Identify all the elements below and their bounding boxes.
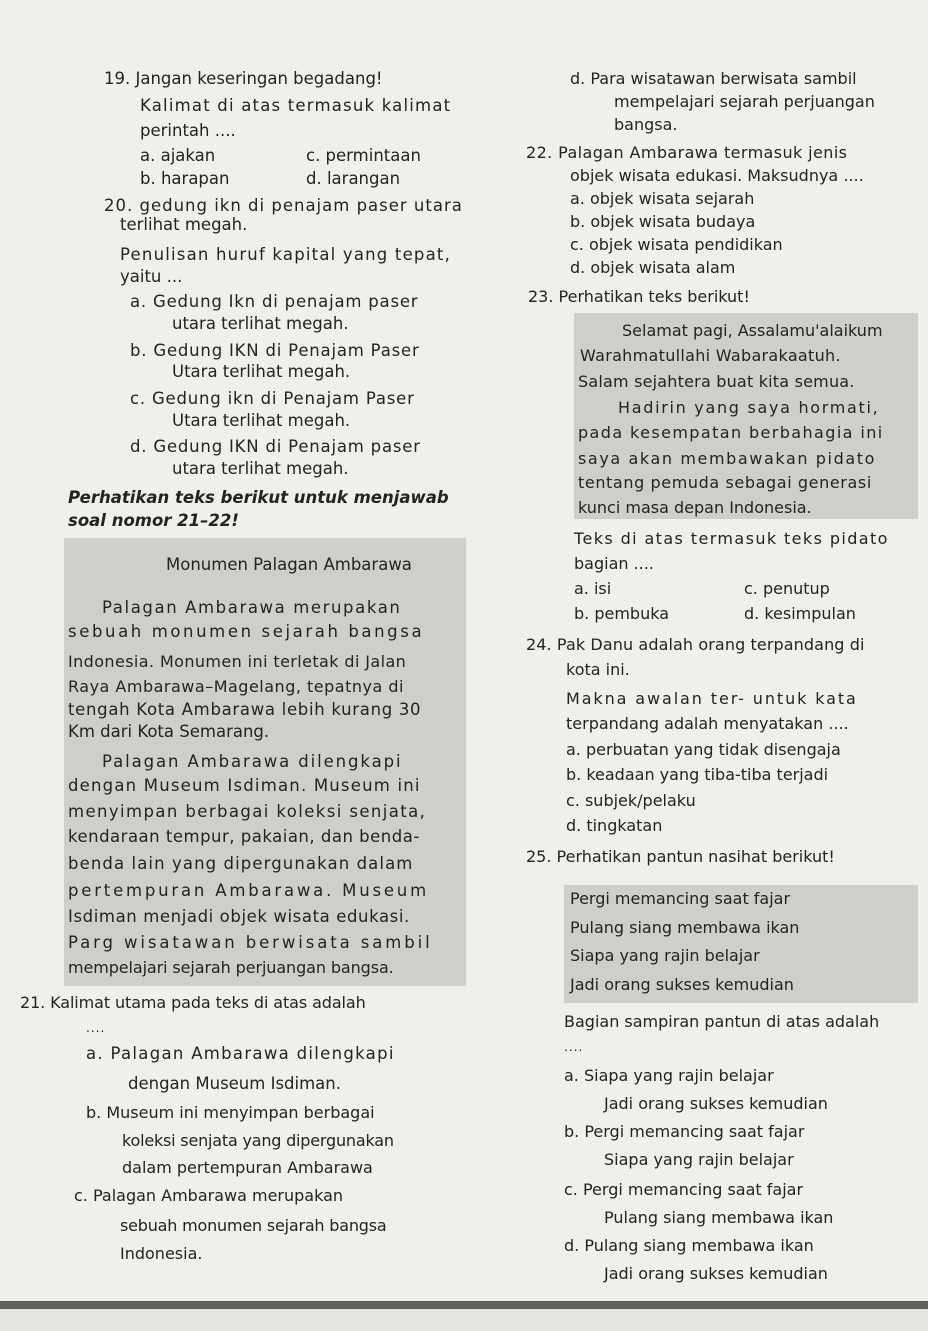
- q23-question: bagian ....: [574, 554, 654, 573]
- q25-option-a[interactable]: a. Siapa yang rajin belajar: [564, 1066, 774, 1085]
- q21-stem: 21. Kalimat utama pada teks di atas adalah: [20, 993, 366, 1012]
- passage-line: Parg wisatawan berwisata sambil: [68, 933, 433, 952]
- q21-option-c-cont: Indonesia.: [120, 1244, 203, 1263]
- q25-option-b-cont: Siapa yang rajin belajar: [604, 1150, 794, 1169]
- q22-stem: 22. Palagan Ambarawa termasuk jenis: [526, 143, 848, 162]
- q24-option-b[interactable]: b. keadaan yang tiba-tiba terjadi: [566, 765, 829, 784]
- q21-option-b-cont: koleksi senjata yang dipergunakan: [122, 1131, 394, 1150]
- pantun-line: Pergi memancing saat fajar: [570, 889, 791, 908]
- speech-line: Hadirin yang saya hormati,: [618, 398, 880, 417]
- q19-stem: Kalimat di atas termasuk kalimat: [140, 96, 452, 115]
- speech-line: Warahmatullahi Wabarakaatuh.: [580, 346, 841, 365]
- passage-line: Isdiman menjadi objek wisata edukasi.: [68, 907, 410, 926]
- q21-option-d[interactable]: d. Para wisatawan berwisata sambil: [570, 69, 857, 88]
- q21-option-a[interactable]: a. Palagan Ambarawa dilengkapi: [86, 1044, 395, 1063]
- q25-option-a-cont: Jadi orang sukses kemudian: [604, 1094, 828, 1113]
- q21-option-c-cont: sebuah monumen sejarah bangsa: [120, 1216, 387, 1235]
- q24-stem: 24. Pak Danu adalah orang terpandang di: [526, 635, 865, 654]
- q20-stem: 20. gedung ikn di penajam paser utara: [104, 196, 463, 215]
- passage-line: Palagan Ambarawa dilengkapi: [102, 752, 403, 771]
- q23-question: Teks di atas termasuk teks pidato: [574, 529, 889, 548]
- q23-option-d[interactable]: d. kesimpulan: [744, 604, 856, 623]
- q21-option-c[interactable]: c. Palagan Ambarawa merupakan: [74, 1186, 344, 1205]
- passage-line: sebuah monumen sejarah bangsa: [68, 622, 425, 641]
- passage-line: menyimpan berbagai koleksi senjata,: [68, 802, 427, 821]
- speech-line: tentang pemuda sebagai generasi: [578, 473, 872, 492]
- q22-option-a[interactable]: a. objek wisata sejarah: [570, 189, 755, 208]
- q20-option-c-cont: Utara terlihat megah.: [172, 411, 351, 430]
- q25-option-c[interactable]: c. Pergi memancing saat fajar: [564, 1180, 804, 1199]
- q23-stem: 23. Perhatikan teks berikut!: [528, 287, 750, 306]
- passage-title: Monumen Palagan Ambarawa: [166, 555, 412, 574]
- q20-option-a-cont: utara terlihat megah.: [172, 314, 349, 333]
- q19-option-c[interactable]: c. permintaan: [306, 146, 421, 165]
- instruction: soal nomor 21–22!: [68, 511, 239, 530]
- q20-stem: yaitu ...: [120, 267, 183, 286]
- q22-option-d[interactable]: d. objek wisata alam: [570, 258, 736, 277]
- q23-option-b[interactable]: b. pembuka: [574, 604, 669, 623]
- q24-option-d[interactable]: d. tingkatan: [566, 816, 663, 835]
- passage-line: mempelajari sejarah perjuangan bangsa.: [68, 958, 394, 977]
- q25-question: ....: [564, 1040, 584, 1054]
- page-bottom-rule: [0, 1301, 928, 1309]
- q20-option-b[interactable]: b. Gedung IKN di Penajam Paser: [130, 341, 420, 360]
- q22-option-b[interactable]: b. objek wisata budaya: [570, 212, 756, 231]
- q21-option-b[interactable]: b. Museum ini menyimpan berbagai: [86, 1103, 375, 1122]
- page-bottom-margin: [0, 1309, 928, 1331]
- q25-option-d-cont: Jadi orang sukses kemudian: [604, 1264, 828, 1283]
- passage-line: Indonesia. Monumen ini terletak di Jalan: [68, 652, 407, 671]
- passage-line: Palagan Ambarawa merupakan: [102, 598, 402, 617]
- pantun-line: Jadi orang sukses kemudian: [570, 975, 794, 994]
- q19-option-d[interactable]: d. larangan: [306, 169, 401, 188]
- q25-option-d[interactable]: d. Pulang siang membawa ikan: [564, 1236, 814, 1255]
- passage-line: pertempuran Ambarawa. Museum: [68, 881, 429, 900]
- passage-line: benda lain yang dipergunakan dalam: [68, 854, 414, 873]
- right-column: [490, 0, 928, 1331]
- speech-line: saya akan membawakan pidato: [578, 449, 877, 468]
- q24-stem: terpandang adalah menyatakan ....: [566, 714, 849, 733]
- q20-option-d-cont: utara terlihat megah.: [172, 459, 349, 478]
- passage-line: dengan Museum Isdiman. Museum ini: [68, 776, 421, 795]
- q25-option-b[interactable]: b. Pergi memancing saat fajar: [564, 1122, 805, 1141]
- q19-option-a[interactable]: a. ajakan: [140, 146, 216, 165]
- q20-option-b-cont: Utara terlihat megah.: [172, 362, 351, 381]
- speech-line: Salam sejahtera buat kita semua.: [578, 372, 855, 391]
- passage-line: kendaraan tempur, pakaian, dan benda-: [68, 827, 420, 846]
- q19-option-b[interactable]: b. harapan: [140, 169, 230, 188]
- q25-option-c-cont: Pulang siang membawa ikan: [604, 1208, 834, 1227]
- q20-stem: terlihat megah.: [120, 215, 248, 234]
- q22-stem: objek wisata edukasi. Maksudnya ....: [570, 166, 864, 185]
- q23-option-c[interactable]: c. penutup: [744, 579, 830, 598]
- pantun-line: Siapa yang rajin belajar: [570, 946, 760, 965]
- q19-stem: 19. Jangan keseringan begadang!: [104, 69, 383, 88]
- q20-option-d[interactable]: d. Gedung IKN di Penajam paser: [130, 437, 421, 456]
- passage-line: Km dari Kota Semarang.: [68, 722, 270, 741]
- q21-stem: ....: [86, 1021, 106, 1035]
- speech-line: pada kesempatan berbahagia ini: [578, 423, 884, 442]
- q24-option-c[interactable]: c. subjek/pelaku: [566, 791, 696, 810]
- q25-stem: 25. Perhatikan pantun nasihat berikut!: [526, 847, 835, 866]
- q21-option-d-cont: mempelajari sejarah perjuangan: [614, 92, 875, 111]
- q19-stem: perintah ....: [140, 121, 236, 140]
- q24-stem: Makna awalan ter- untuk kata: [566, 689, 858, 708]
- passage-line: Raya Ambarawa–Magelang, tepatnya di: [68, 677, 404, 696]
- q20-option-c[interactable]: c. Gedung ikn di Penajam Paser: [130, 389, 415, 408]
- q20-stem: Penulisan huruf kapital yang tepat,: [120, 245, 452, 264]
- instruction: Perhatikan teks berikut untuk menjawab: [68, 488, 449, 507]
- passage-line: tengah Kota Ambarawa lebih kurang 30: [68, 700, 422, 719]
- q23-option-a[interactable]: a. isi: [574, 579, 612, 598]
- q24-stem: kota ini.: [566, 660, 630, 679]
- q21-option-b-cont: dalam pertempuran Ambarawa: [122, 1158, 373, 1177]
- pantun-line: Pulang siang membawa ikan: [570, 918, 800, 937]
- speech-line: Selamat pagi, Assalamu'alaikum: [622, 321, 883, 340]
- q22-option-c[interactable]: c. objek wisata pendidikan: [570, 235, 783, 254]
- q21-option-d-cont: bangsa.: [614, 115, 678, 134]
- q21-option-a-cont: dengan Museum Isdiman.: [128, 1074, 341, 1093]
- q25-question: Bagian sampiran pantun di atas adalah: [564, 1012, 880, 1031]
- q20-option-a[interactable]: a. Gedung Ikn di penajam paser: [130, 292, 419, 311]
- speech-line: kunci masa depan Indonesia.: [578, 498, 812, 517]
- q24-option-a[interactable]: a. perbuatan yang tidak disengaja: [566, 740, 841, 759]
